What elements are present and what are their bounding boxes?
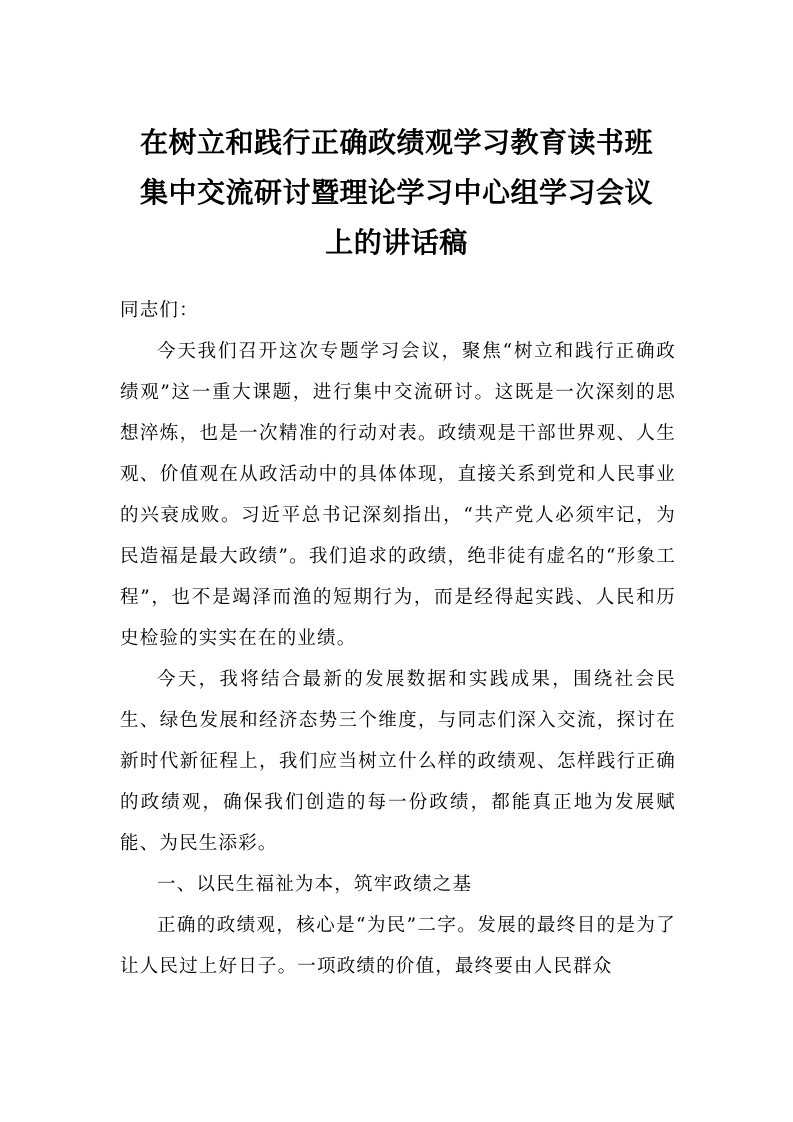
document-body	[120, 290, 676, 987]
title-line: 集中交流研讨暨理论学习中心组学习会议	[139, 176, 653, 209]
document-title	[100, 118, 693, 268]
body-paragraph: 今天我们召开这次专题学习会议，聚焦“树立和践行正确政绩观”这一重大课题，进行集中交流研讨。这既是一次深刻的思想淬炼，也是一次精准的行动对表。政绩观是干部世界观、人生观、价值观在从政活动中的具体体现，直接关系到党和人民事业的兴衰成败。习近平总书记深刻指出，“共产党人必须牢记，为民造福是最大政绩”。我们追求的政绩，绝非徒有虚名的“形象工程”，也不是竭泽而渔的短期行为，而是经得起实践、人民和历史检验的实实在在的业绩。	[120, 341, 676, 649]
section-heading: 一、以民生福祉为本，筑牢政绩之基	[157, 874, 473, 895]
section-paragraph: 正确的政绩观，核心是“为民”二字。发展的最终目的是为了让人民过上好日子。一项政绩的价值，最终要由人民群众	[120, 915, 676, 977]
body-paragraph: 今天，我将结合最新的发展数据和实践成果，围绕社会民生、绿色发展和经济态势三个维度，与同志们深入交流，探讨在新时代新征程上，我们应当树立什么样的政绩观、怎样践行正确的政绩观，确保我们创造的每一份政绩，都能真正地为发展赋能、为民生添彩。	[120, 669, 676, 854]
salutation: 同志们：	[120, 300, 199, 321]
title-line: 在树立和践行正确政绩观学习教育读书班	[139, 126, 653, 159]
title-line: 上的讲话稿	[325, 226, 468, 259]
